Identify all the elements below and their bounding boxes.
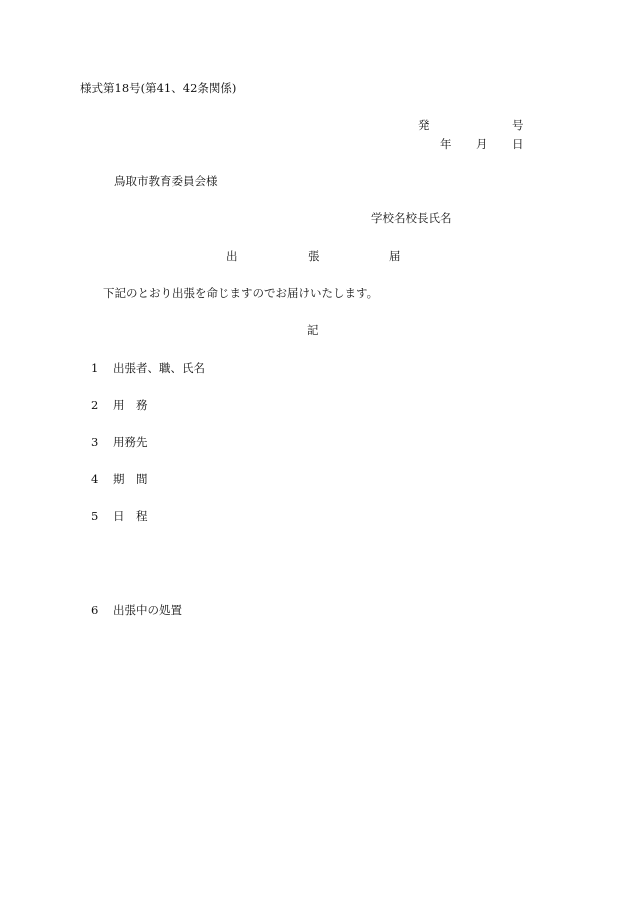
item-number: 5	[91, 509, 99, 523]
item-label: 期 間	[113, 472, 148, 486]
list-item	[91, 398, 148, 412]
intro-text: 下記のとおり出張を命じますのでお届けいたします。	[103, 286, 379, 300]
list-item	[91, 472, 148, 486]
form-number: 様式第18号(第41、42条関係)	[80, 81, 237, 95]
date-year: 年	[440, 137, 452, 151]
date-day: 日	[512, 137, 524, 151]
item-label: 用 務	[113, 398, 148, 412]
list-item	[91, 603, 182, 617]
item-label: 用務先	[113, 435, 148, 449]
ki-heading: 記	[307, 323, 319, 337]
sender: 学校名校長氏名	[371, 211, 452, 225]
number-label: 号	[512, 118, 524, 132]
item-number: 1	[91, 361, 99, 375]
list-item	[91, 435, 148, 449]
item-label: 出張中の処置	[113, 603, 182, 617]
date-month: 月	[476, 137, 488, 151]
item-number: 3	[91, 435, 99, 449]
title-char-3: 届	[389, 249, 401, 263]
item-label: 出張者、職、氏名	[113, 361, 205, 375]
item-label: 日 程	[113, 509, 148, 523]
item-number: 4	[91, 472, 99, 486]
addressee: 鳥取市教育委員会様	[114, 174, 218, 188]
title-char-2: 張	[308, 249, 320, 263]
item-number: 2	[91, 398, 99, 412]
issue-label: 発	[418, 118, 430, 132]
item-number: 6	[91, 603, 99, 617]
list-item	[91, 361, 205, 375]
list-item	[91, 509, 148, 523]
title-char-1: 出	[226, 249, 238, 263]
